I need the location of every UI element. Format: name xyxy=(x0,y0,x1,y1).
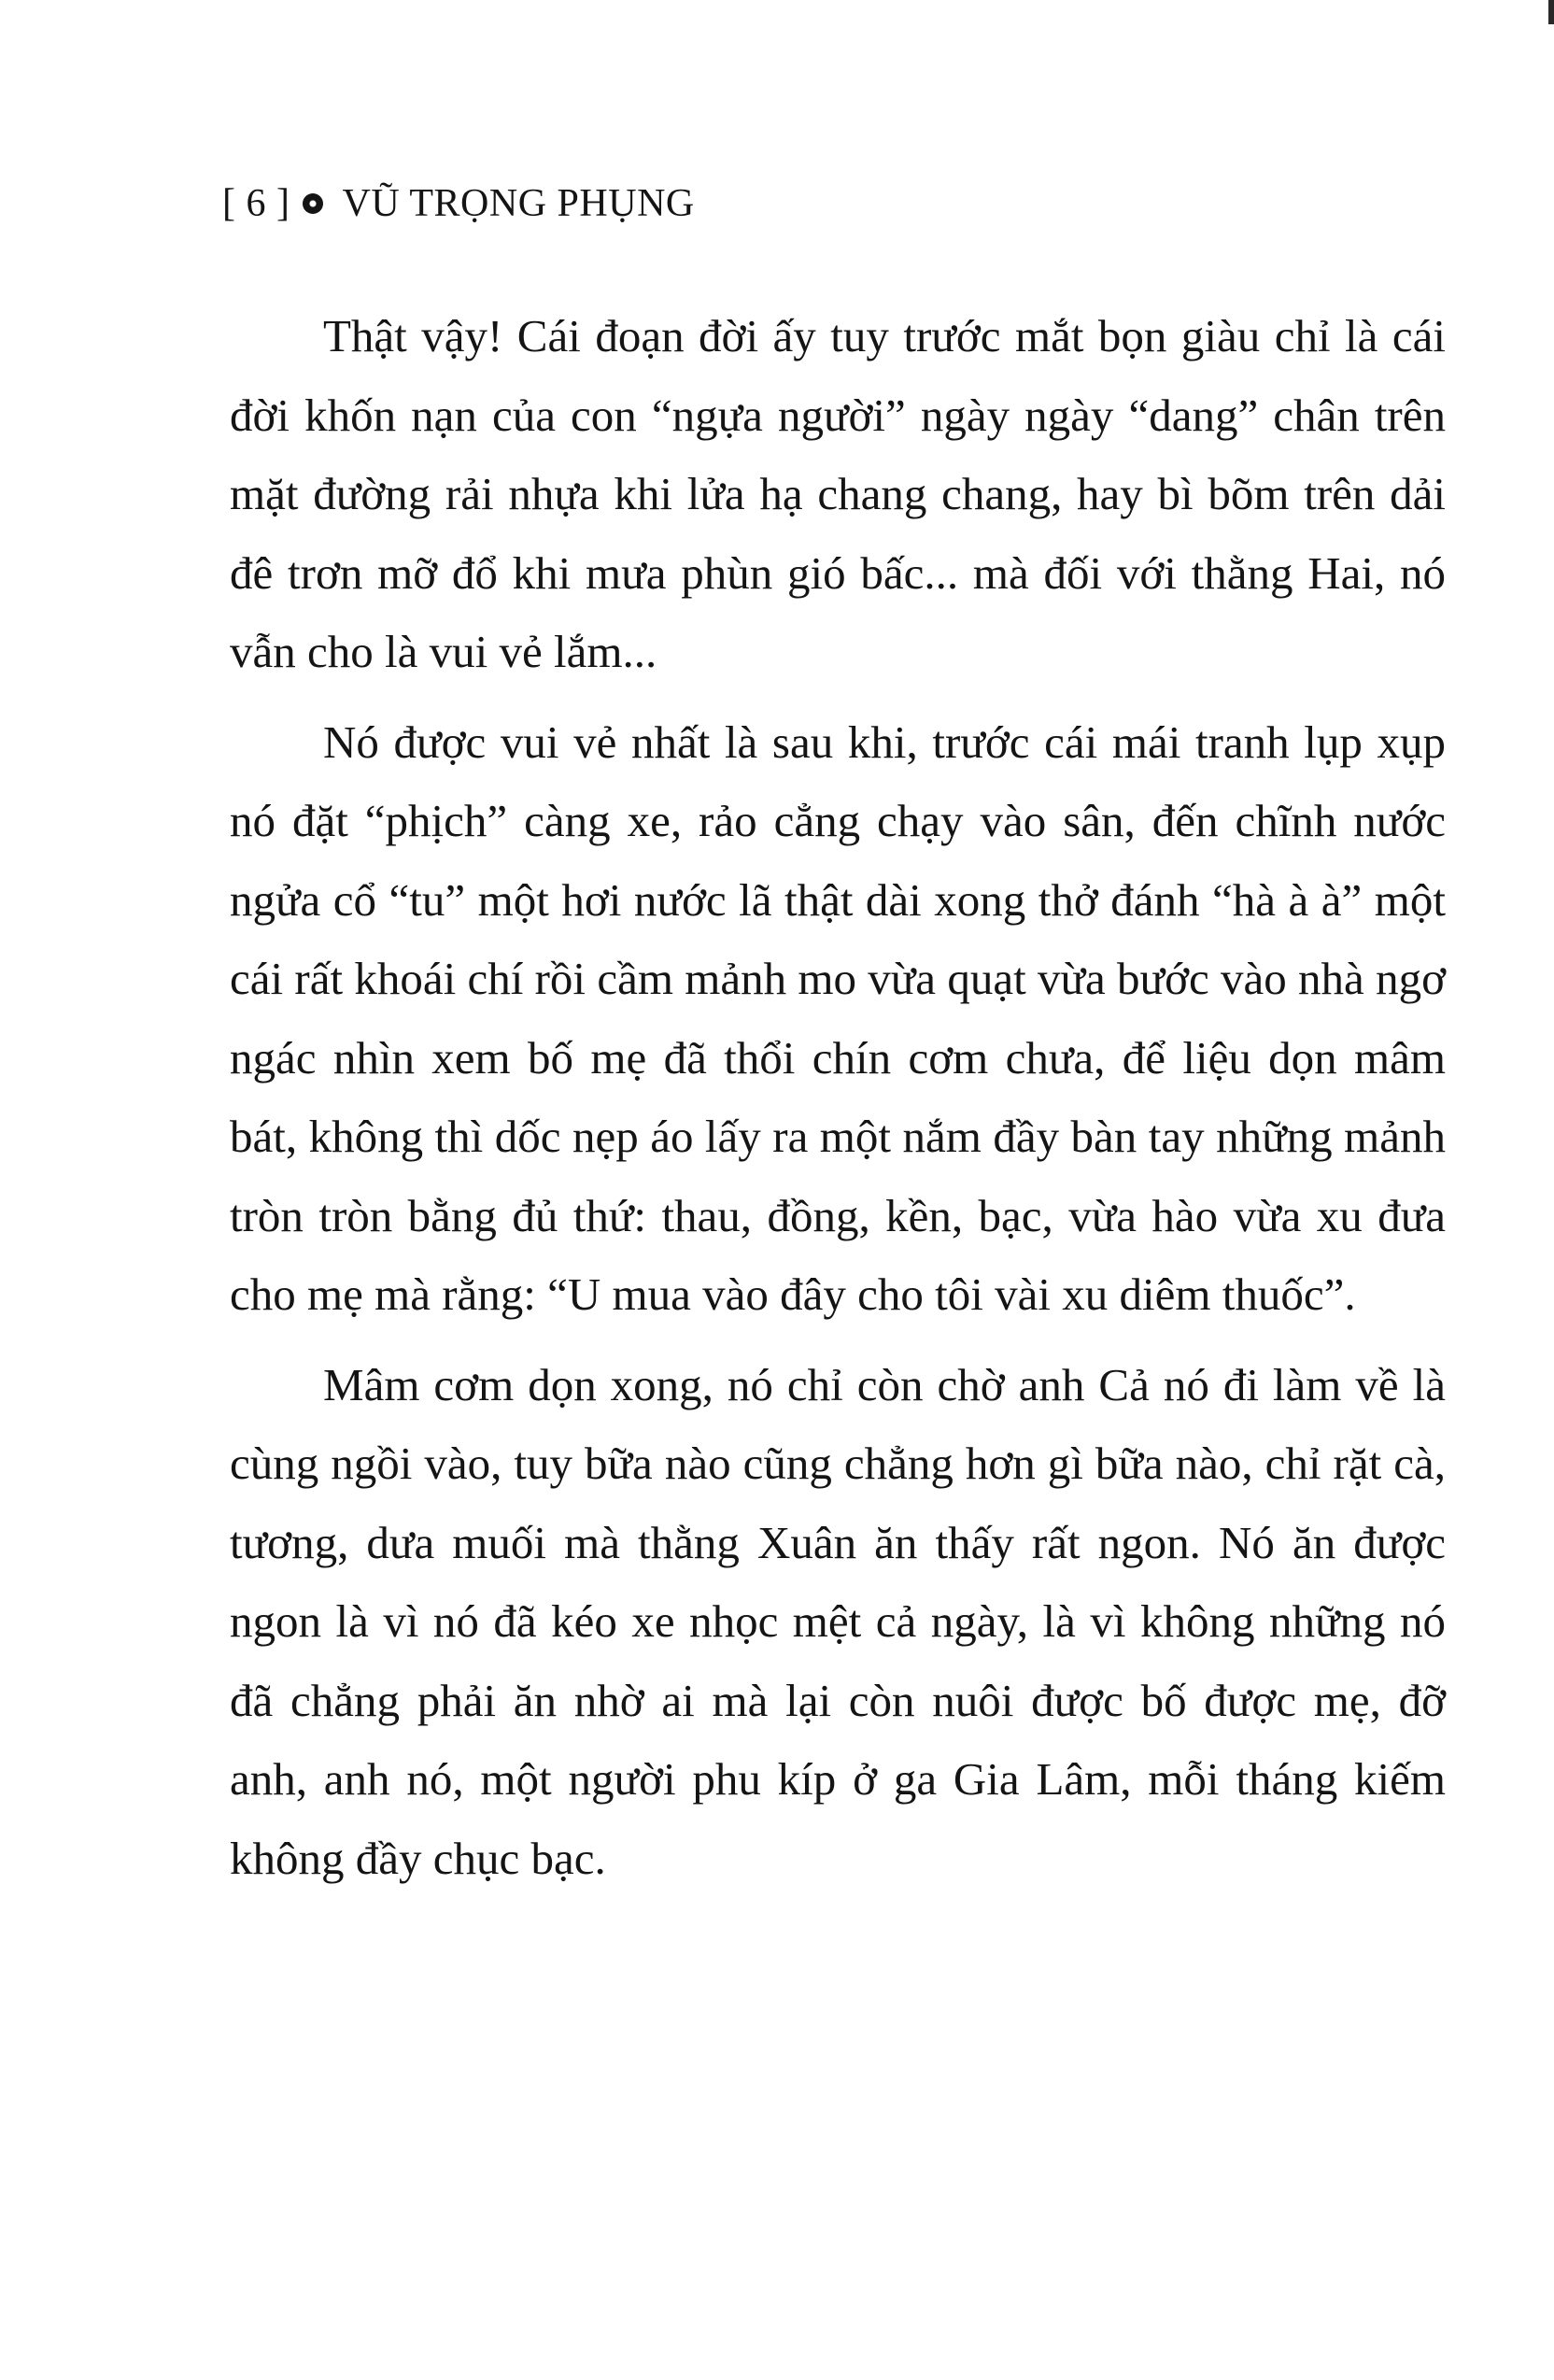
paragraph-2: Nó được vui vẻ nhất là sau khi, trước cái mái tranh lụp xụp nó đặt “phịch” càng xe, rảo cẳng chạy vào sân, đến chĩnh nước ngửa cổ “tu” một hơi nước lã thật dài xong thở đánh “hà à à” một cái rất khoái chí rồi cầm mảnh mo vừa quạt vừa bước vào nhà ngơ ngác nhìn xem bố mẹ đã thổi chín cơm chưa, để liệu dọn mâm bát, không thì dốc nẹp áo lấy ra một nắm đầy bàn tay những mảnh tròn tròn bằng đủ thứ: thau, đồng, kền, bạc, vừa hào vừa xu đưa cho mẹ mà rằng: “U mua vào đây cho tôi vài xu diêm thuốc”. xyxy=(230,715,1446,1320)
page-number: [ 6 ] xyxy=(222,182,290,225)
paragraph-3: Mâm cơm dọn xong, nó chỉ còn chờ anh Cả nó đi làm về là cùng ngồi vào, tuy bữa nào cũng chẳng hơn gì bữa nào, chỉ rặt cà, tương, dưa muối mà thằng Xuân ăn thấy rất ngon. Nó ăn được ngon là vì nó đã kéo xe nhọc mệt cả ngày, là vì không những nó đã chẳng phải ăn nhờ ai mà lại còn nuôi được bố được mẹ, đỡ anh, anh nó, một người phu kíp ở ga Gia Lâm, mỗi tháng kiếm không đầy chục bạc. xyxy=(230,1358,1446,1884)
paragraph-1: Thật vậy! Cái đoạn đời ấy tuy trước mắt bọn giàu chỉ là cái đời khốn nạn của con “ngựa người” ngày ngày “dang” chân trên mặt đường rải nhựa khi lửa hạ chang chang, hay bì bõm trên dải đê trơn mỡ đổ khi mưa phùn gió bấc... mà đối với thằng Hai, nó vẫn cho là vui vẻ lắm... xyxy=(230,310,1446,677)
running-header xyxy=(222,176,695,232)
author-name: VŨ TRỌNG PHỤNG xyxy=(342,182,695,225)
dot-icon xyxy=(303,193,323,214)
body-text xyxy=(230,297,1446,1909)
page-edge-mark xyxy=(1548,0,1554,24)
